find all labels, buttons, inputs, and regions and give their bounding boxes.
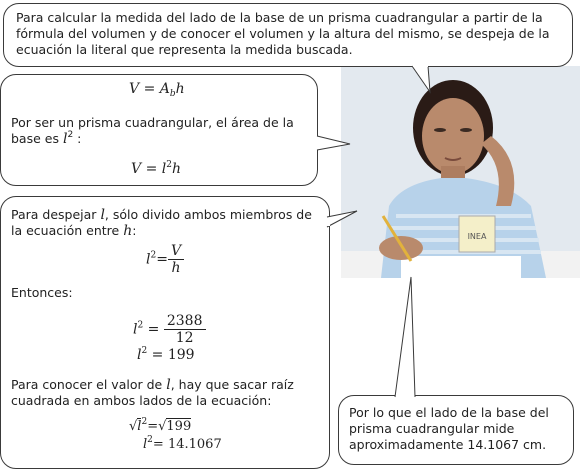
divide-explanation: Para despejar l, sólo divido ambos miembros de la ecuación entre h:: [11, 207, 312, 239]
intro-bubble-tail: [410, 60, 440, 94]
substituted-equation: $l^2$ = $\frac{2388}{12}$: [133, 313, 206, 346]
conclusion-text: Por lo que el lado de la base del prisma cuadrangular mide aproximadamente 14.1067 cm.: [349, 405, 549, 452]
square-root-explanation: Para conocer el valor de l, hay que sacar raíz cuadrada en ambos lados de la ecuación:: [11, 377, 294, 408]
conclusion-speech-bubble: [338, 395, 574, 465]
base-area-explanation: Por ser un prisma cuadrangular, el área de la base es $l^2$ :: [11, 115, 294, 147]
woman-studying-photo: [341, 66, 580, 278]
conclusion-bubble-tail: [393, 275, 423, 399]
solving-speech-bubble: [0, 196, 330, 469]
then-label: Entonces:: [11, 285, 73, 300]
intro-text: Para calcular la medida del lado de la base de un prisma cuadrangular a partir de la fórmula del volumen y de conocer el volumen y la altura del mismo, se despeja de la ecuación la literal que representa la medida buscada.: [16, 10, 550, 57]
isolated-equation: $l^2=$ $\frac{V}{h}$: [146, 243, 184, 276]
formula-speech-bubble: [0, 74, 318, 186]
root-equation: $√l^2=√199$: [129, 417, 192, 434]
solving-bubble-tail: [323, 205, 359, 235]
volume-formula: $V = A_bh$: [129, 81, 185, 99]
badge-text: INEA: [467, 232, 487, 241]
volume-formula-substituted: $V = l^2h$: [131, 160, 182, 177]
squared-result: $l^2 = 199$: [137, 346, 195, 363]
intro-speech-bubble: [3, 3, 573, 67]
final-result: $l^2= 14.1067$: [143, 435, 222, 452]
formula-bubble-tail: [312, 130, 352, 160]
